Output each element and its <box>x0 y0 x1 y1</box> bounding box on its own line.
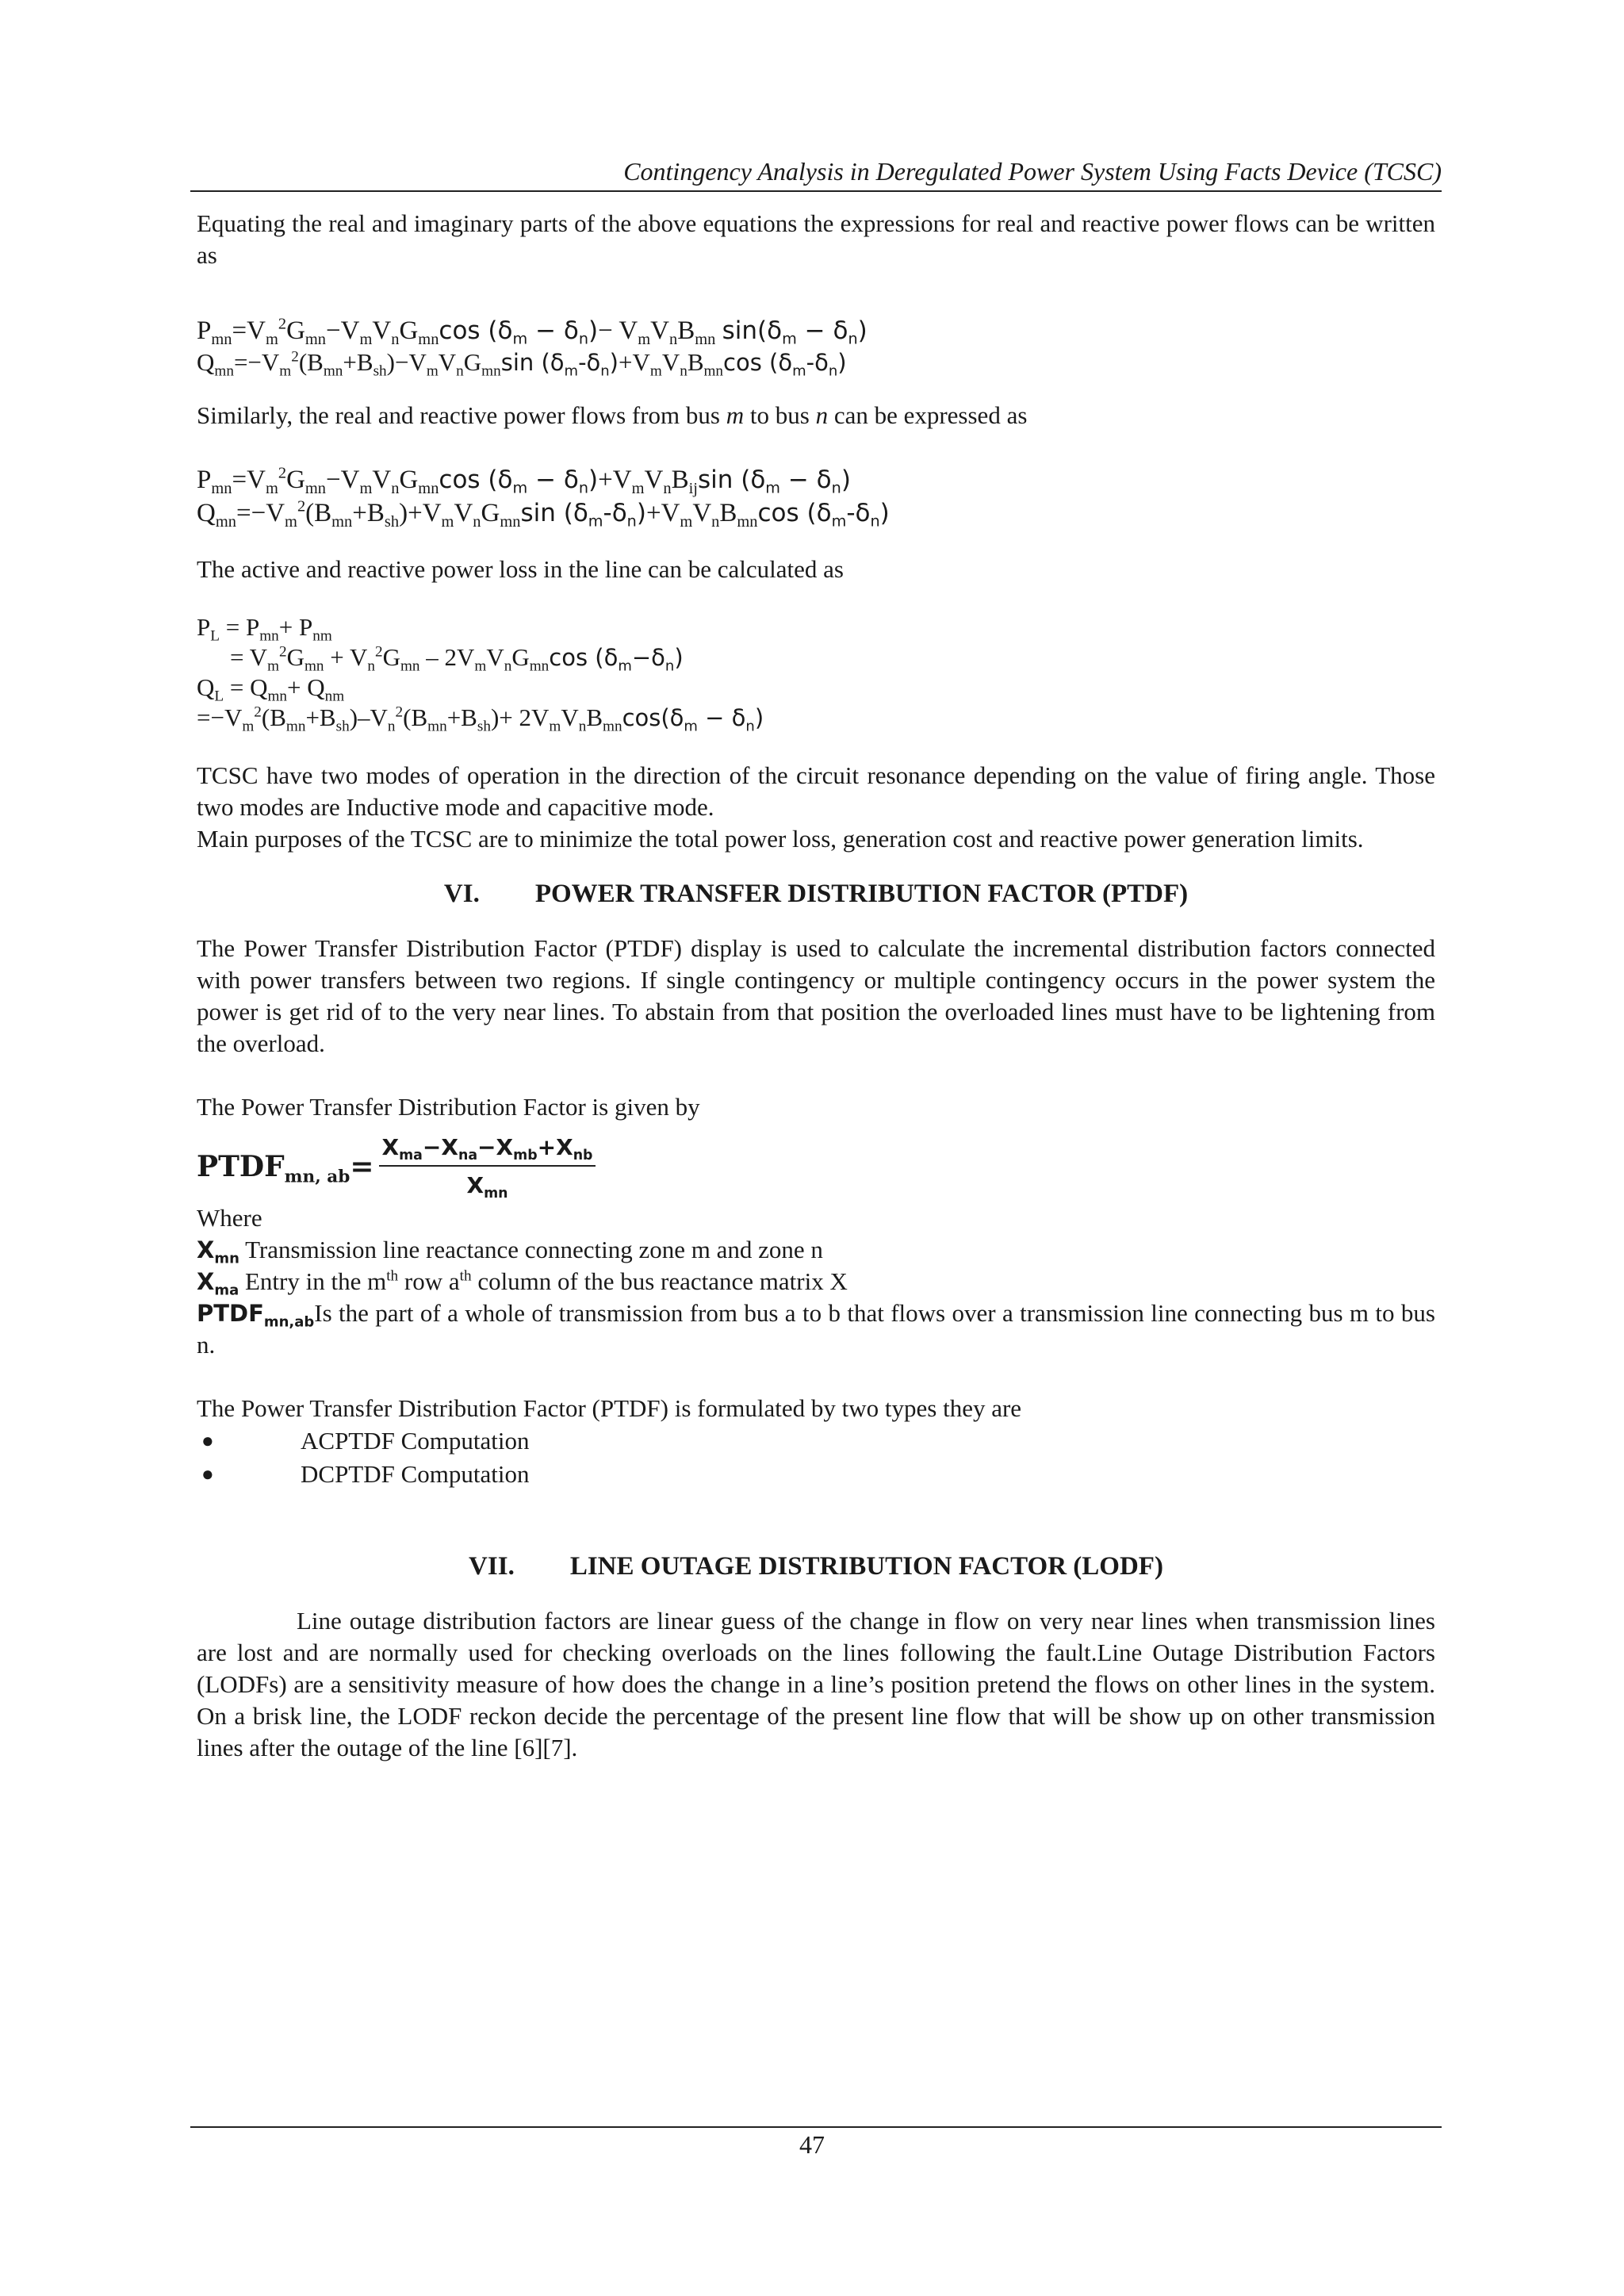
ptdf-paragraph-1: The Power Transfer Distribution Factor (PTDF) display is used to calculate the incremental distribution factors connected with power transfers between two regions. If single contingency or multiple contingency occurs in the power system the power is get rid of to the very near lines. To abstain from that position the overloaded lines must have to be lightening from the overload. <box>197 934 1435 1057</box>
page-number: 47 <box>799 2130 825 2159</box>
tcsc-paragraph-1: TCSC have two modes of operation in the direction of the circuit resonance depending on the value of firing angle. Those two modes are Inductive mode and capacitive mode. <box>197 761 1435 821</box>
similarly-paragraph: Similarly, the real and reactive power flows from bus m to bus n can be expressed as <box>197 401 1028 429</box>
equation-pmn-2: $P_{mn}=V_m^2G_{mn}-V_mV_nG_{mn}\cos$ $(\delta_m - \delta_n)+V_mV_nB_{ij}\sin$ $(\delta_m - \delta_n)$ <box>197 464 851 498</box>
definition-xma: $X_{ma}$ Entry in the $m^{th}$ row $a^{th}$ column of the bus reactance matrix X <box>197 1267 848 1299</box>
ptdf-paragraph-3: The Power Transfer Distribution Factor (PTDF) is formulated by two types they are <box>197 1394 1022 1422</box>
list-item: ● DCPTDF Computation <box>197 1458 1435 1491</box>
section-6-number: VI. <box>443 880 480 908</box>
header-rule <box>190 190 1442 192</box>
ptdf-paragraph-2: The Power Transfer Distribution Factor is given by <box>197 1093 700 1121</box>
loss-intro-paragraph: The active and reactive power loss in the line can be calculated as <box>197 555 844 583</box>
equation-ql: $Q_L = Q_{mn}+ Q_{nm}$ <box>197 673 345 705</box>
section-6-heading <box>197 877 1435 910</box>
list-item: ● ACPTDF Computation <box>197 1424 1435 1458</box>
equation-pl: $P_L = P_{mn}+ P_{nm}$ <box>197 613 332 645</box>
where-label: Where <box>197 1204 262 1232</box>
equation-qmn-2: $Q_{mn}=-V_m^2(B_{mn}+B_{sh})+V_mV_nG_{mn}\sin$ $(\delta_m-\delta_n)+V_mV_nB_{mn}\cos$ $(\delta_m-\delta_n)$ <box>197 497 890 531</box>
equation-ql-expanded: $=-V_m^2(B_{mn}+B_{sh})-V_n^2(B_{mn}+B_{sh})+ 2V_mV_nB_{mn}\cos(\delta_m - \delta_n)$ <box>197 703 764 735</box>
definition-xmn: $X_{mn}$ Transmission line reactance connecting zone m and zone n <box>197 1236 823 1267</box>
section-7-heading <box>197 1550 1435 1583</box>
tcsc-paragraph-2: Main purposes of the TCSC are to minimize the total power loss, generation cost and reactive power generation limits. <box>197 825 1364 853</box>
section-7-title: LINE OUTAGE DISTRIBUTION FACTOR (LODF) <box>569 1552 1163 1581</box>
equation-pl-expanded: = $V_m^2G_{mn} + V_n^2G_{mn} - 2V_mV_nG_{mn}\cos$ $(\delta_m-\delta_n)$ <box>230 643 684 675</box>
equation-qmn-1: $Q_{mn}=-V_m^2(B_{mn}+B_{sh})-V_mV_nG_{mn}\sin$ $(\delta_m-\delta_n)+V_mV_nB_{mn}\cos$ $(\delta_m-\delta_n)$ <box>197 348 847 380</box>
ptdf-fraction: $\frac{X_{ma}-X_{na}-X_{mb}+X_{nb}}{X_{mn}}$ <box>379 1132 596 1202</box>
page-body <box>197 208 1435 1764</box>
section-6-title: POWER TRANSFER DISTRIBUTION FACTOR (PTDF) <box>534 880 1189 908</box>
footer-rule <box>190 2126 1442 2128</box>
running-header: Contingency Analysis in Deregulated Power System Using Facts Device (TCSC) <box>623 157 1442 186</box>
bullet-icon: ● <box>201 1429 214 1452</box>
definition-ptdf: $PTDF_{mn,ab}Is$ the part of a whole of transmission from bus a to b that flows over a transmission line connecting bus m to bus n. <box>197 1299 1435 1359</box>
bullet-icon: ● <box>201 1462 214 1485</box>
section-7-number: VII. <box>469 1552 515 1581</box>
equation-pmn-1: $P_{mn}=V_m^2G_{mn}-V_mV_nG_{mn}\cos$ $(\delta_m - \delta_n)- V_mV_nB_{mn}$ $\sin(\delta_m - \delta_n)$ <box>197 315 868 349</box>
lodf-paragraph: Line outage distribution factors are linear guess of the change in flow on very near lines when transmission lines are lost and are normally used for checking overloads on the lines following the fault.Line Outage Distribution Factors (LODFs) are a sensitivity measure of how does the change in a line’s position pretend the flows on other lines in the system. On a brisk line, the LODF reckon decide the percentage of the present line flow that will be show up on other transmission lines after the outage of the line [6][7]. <box>197 1607 1435 1761</box>
intro-paragraph: Equating the real and imaginary parts of the above equations the expressions for real and reactive power flows can be written as <box>197 209 1435 269</box>
ptdf-formula: $PTDF_{mn, ab}=$ $\frac{X_{ma}-X_{na}-X_{mb}+X_{nb}}{X_{mn}}$ <box>197 1131 1435 1202</box>
